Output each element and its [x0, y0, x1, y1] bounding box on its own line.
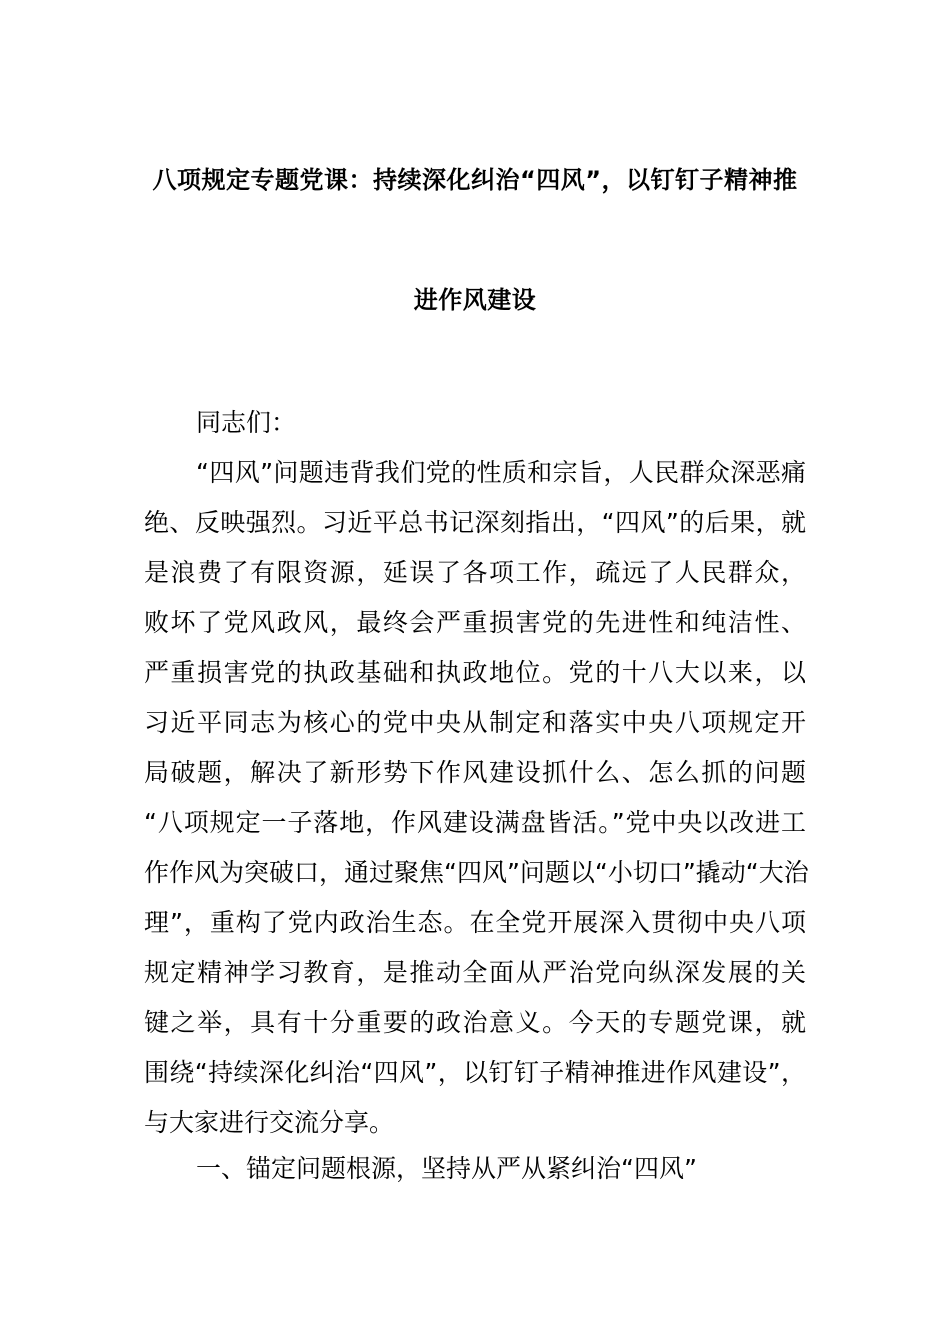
paragraph-line: 局破题，解决了新形势下作风建设抓什么、怎么抓的问题	[144, 758, 806, 787]
paragraph-line: 与大家进行交流分享。	[144, 1108, 395, 1137]
paragraph-line: 作作风为突破口，通过聚焦“四风”问题以“小切口”撬动“大治	[144, 858, 809, 887]
document-title-line-1: 八项规定专题党课：持续深化纠治“四风”，以钉钉子精神推	[152, 166, 798, 194]
paragraph-line: 键之举，具有十分重要的政治意义。今天的专题党课，就	[144, 1008, 806, 1037]
paragraph-line: 严重损害党的执政基础和执政地位。党的十八大以来，以	[144, 658, 806, 687]
document-title-line-2: 进作风建设	[413, 286, 537, 314]
paragraph-line: 理”，重构了党内政治生态。在全党开展深入贯彻中央八项	[144, 908, 806, 937]
paragraph-line: “四风”问题违背我们党的性质和宗旨，人民群众深恶痛	[196, 458, 806, 487]
paragraph-line: 围绕“持续深化纠治“四风”，以钉钉子精神推进作风建设”，	[144, 1058, 806, 1087]
paragraph-line: 绝、反映强烈。习近平总书记深刻指出，“四风”的后果，就	[144, 508, 806, 537]
paragraph-line: “八项规定一子落地，作风建设满盘皆活。”党中央以改进工	[144, 808, 806, 837]
section-heading: 一、锚定问题根源，坚持从严从紧纠治“四风”	[196, 1154, 697, 1183]
body-paragraph	[144, 448, 809, 1148]
paragraph-line: 败坏了党风政风，最终会严重损害党的先进性和纯洁性、	[144, 608, 806, 637]
paragraph-line: 习近平同志为核心的党中央从制定和落实中央八项规定开	[144, 708, 806, 737]
paragraph-line: 是浪费了有限资源，延误了各项工作，疏远了人民群众，	[144, 558, 806, 587]
paragraph-line: 规定精神学习教育，是推动全面从严治党向纵深发展的关	[144, 958, 806, 987]
salutation: 同志们：	[196, 408, 297, 437]
